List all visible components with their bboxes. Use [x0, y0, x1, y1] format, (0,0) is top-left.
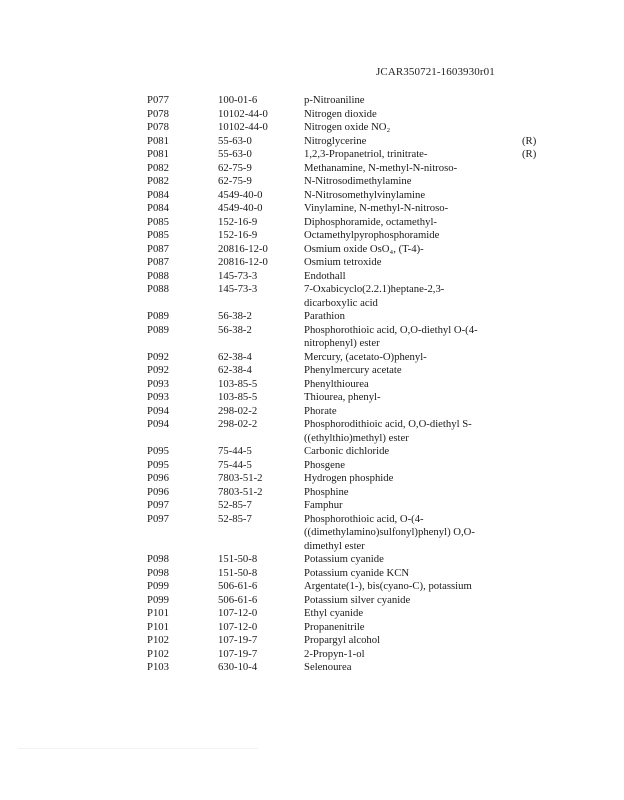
- waste-code: P102: [147, 634, 169, 646]
- waste-code: P078: [147, 107, 169, 120]
- chemical-name: Ethyl cyanide: [304, 607, 364, 619]
- chemical-name: 7-Oxabicyclo(2.2.1)heptane-2,3- dicarboxylic acid: [304, 283, 445, 309]
- cas-number: 298-02-2: [218, 418, 258, 430]
- cas-number: 10102-44-0: [218, 121, 268, 133]
- reactivity-flag: (R): [522, 134, 537, 147]
- document-id: JCAR350721-1603930r01: [376, 66, 495, 78]
- reactivity-flag: [522, 634, 542, 648]
- cas-number: 10102-44-0: [218, 107, 268, 120]
- cas-number: 145-73-3: [218, 283, 258, 295]
- reactivity-flag: [522, 553, 542, 567]
- waste-code: P096: [147, 472, 169, 484]
- table-row: [147, 634, 542, 648]
- reactivity-flag: [522, 162, 542, 176]
- cas-number: 20816-12-0: [218, 256, 268, 268]
- reactivity-flag: [522, 270, 542, 284]
- reactivity-flag: [522, 513, 542, 554]
- chemical-name: Octamethylpyrophosphoramide: [304, 229, 440, 241]
- waste-code: P082: [147, 175, 169, 187]
- table-row: [147, 175, 542, 189]
- waste-code: P077: [147, 94, 169, 106]
- table-row: [147, 162, 542, 176]
- waste-code: P084: [147, 202, 169, 214]
- cas-number: 630-10-4: [218, 661, 258, 673]
- waste-code: P099: [147, 593, 169, 606]
- reactivity-flag: [522, 405, 542, 419]
- table-row: [147, 418, 542, 445]
- waste-code: P084: [147, 188, 169, 201]
- cas-number: 107-19-7: [218, 634, 258, 646]
- waste-code: P087: [147, 256, 169, 268]
- chemical-name: Hydrogen phosphide: [304, 472, 394, 484]
- cas-number: 55-63-0: [218, 148, 252, 160]
- cas-number: 75-44-5: [218, 458, 252, 471]
- table-row: [147, 108, 542, 122]
- waste-code: P088: [147, 269, 169, 282]
- waste-code: P095: [147, 445, 169, 457]
- table-row: [147, 364, 542, 378]
- table-row: [147, 513, 542, 554]
- waste-code: P102: [147, 647, 169, 660]
- chemical-name: 1,2,3-Propanetriol, trinitrate-: [304, 148, 428, 160]
- table-row: [147, 148, 542, 162]
- chemical-name: Phosphorothioic acid, O,O-diethyl O-(4- nitrophenyl) ester: [304, 323, 478, 349]
- cas-number: 506-61-6: [218, 580, 258, 592]
- reactivity-flag: (R): [522, 148, 537, 160]
- waste-code: P093: [147, 377, 169, 390]
- chemical-name: Propargyl alcohol: [304, 634, 381, 646]
- table-row: [147, 445, 542, 459]
- table-row: [147, 648, 542, 662]
- waste-code: P088: [147, 283, 169, 295]
- chemical-name: Phosphorodithioic acid, O,O-diethyl S- ((ethylthio)methyl) ester: [304, 418, 472, 444]
- chemical-name: Potassium silver cyanide: [304, 593, 411, 606]
- reactivity-flag: [522, 378, 542, 392]
- chemical-name: Phenylthiourea: [304, 377, 369, 390]
- cas-number: 103-85-5: [218, 391, 258, 403]
- cas-number: 62-38-4: [218, 364, 252, 376]
- waste-code: P089: [147, 310, 169, 322]
- table-row: [147, 567, 542, 581]
- waste-code: P085: [147, 229, 169, 241]
- table-row: [147, 594, 542, 608]
- table-body: [147, 94, 542, 675]
- chemical-name: Nitrogen dioxide: [304, 107, 377, 120]
- scan-artifact-line: [18, 748, 258, 749]
- reactivity-flag: [522, 621, 542, 635]
- cas-number: 151-50-8: [218, 566, 258, 579]
- cas-number: 107-12-0: [218, 607, 258, 619]
- table-row: [147, 472, 542, 486]
- waste-code: P103: [147, 661, 169, 673]
- cas-number: 298-02-2: [218, 404, 258, 417]
- reactivity-flag: [522, 202, 542, 216]
- cas-number: 52-85-7: [218, 499, 252, 511]
- cas-number: 7803-51-2: [218, 485, 263, 498]
- waste-code: P098: [147, 553, 169, 565]
- reactivity-flag: [522, 486, 542, 500]
- table-row: [147, 459, 542, 473]
- chemical-name: Parathion: [304, 310, 345, 322]
- table-row: [147, 580, 542, 594]
- reactivity-flag: [522, 661, 542, 675]
- cas-number: 103-85-5: [218, 377, 258, 390]
- reactivity-flag: [522, 607, 542, 621]
- table-row: [147, 310, 542, 324]
- table-row: [147, 486, 542, 500]
- chemical-name: Phosphine: [304, 485, 349, 498]
- table-row: [147, 256, 542, 270]
- waste-code: P101: [147, 607, 169, 619]
- waste-code: P081: [147, 148, 169, 160]
- reactivity-flag: [522, 445, 542, 459]
- waste-code: P092: [147, 350, 169, 363]
- reactivity-flag: [522, 418, 542, 445]
- chemical-name: Methanamine, N-methyl-N-nitroso-: [304, 161, 458, 174]
- waste-code: P081: [147, 134, 169, 147]
- reactivity-flag: [522, 648, 542, 662]
- table-row: [147, 553, 542, 567]
- reactivity-flag: [522, 310, 542, 324]
- waste-code: P082: [147, 161, 169, 174]
- chemical-name: Potassium cyanide: [304, 553, 384, 565]
- cas-number: 20816-12-0: [218, 242, 268, 255]
- waste-code: P087: [147, 242, 169, 255]
- chemical-name: Vinylamine, N-methyl-N-nitroso-: [304, 202, 449, 214]
- chemical-name: Propanenitrile: [304, 620, 365, 633]
- cas-number: 145-73-3: [218, 269, 258, 282]
- cas-number: 62-75-9: [218, 175, 252, 187]
- reactivity-flag: [522, 472, 542, 486]
- table-row: [147, 135, 542, 149]
- reactivity-flag: [522, 499, 542, 513]
- chemical-name: Argentate(1-), bis(cyano-C), potassium: [304, 580, 472, 592]
- table-row: [147, 607, 542, 621]
- table-row: [147, 189, 542, 203]
- waste-code: P101: [147, 620, 169, 633]
- cas-number: 151-50-8: [218, 553, 258, 565]
- reactivity-flag: [522, 351, 542, 365]
- chemical-name: Osmium tetroxide: [304, 256, 382, 268]
- chemical-name: Selenourea: [304, 661, 352, 673]
- chemical-name: 2-Propyn-1-ol: [304, 647, 365, 660]
- table-row: [147, 243, 542, 257]
- cas-number: 152-16-9: [218, 229, 258, 241]
- reactivity-flag: [522, 121, 542, 135]
- table-row: [147, 405, 542, 419]
- waste-code: P096: [147, 485, 169, 498]
- chemical-name: Osmium oxide OsO₄, (T-4)-: [304, 242, 424, 255]
- waste-code: P094: [147, 418, 169, 430]
- waste-code: P097: [147, 512, 169, 525]
- reactivity-flag: [522, 324, 542, 351]
- cas-number: 4549-40-0: [218, 188, 263, 201]
- waste-code: P095: [147, 458, 169, 471]
- reactivity-flag: [522, 216, 542, 230]
- table-row: [147, 216, 542, 230]
- cas-number: 55-63-0: [218, 134, 252, 147]
- chemical-name: Phenylmercury acetate: [304, 364, 402, 376]
- waste-code: P094: [147, 404, 169, 417]
- table-row: [147, 324, 542, 351]
- reactivity-flag: [522, 580, 542, 594]
- cas-number: 100-01-6: [218, 94, 258, 106]
- chemical-name: N-Nitrosodimethylamine: [304, 175, 412, 187]
- table-row: [147, 270, 542, 284]
- waste-code: P097: [147, 499, 169, 511]
- cas-number: 62-38-4: [218, 350, 252, 363]
- reactivity-flag: [522, 364, 542, 378]
- reactivity-flag: [522, 567, 542, 581]
- reactivity-flag: [522, 94, 542, 108]
- chemical-name: Carbonic dichloride: [304, 445, 390, 457]
- chemical-name: Phosphorothioic acid, O-(4- ((dimethylamino)sulfonyl)phenyl) O,O- dimethyl ester: [304, 512, 475, 552]
- cas-number: 56-38-2: [218, 310, 252, 322]
- table-row: [147, 621, 542, 635]
- cas-number: 52-85-7: [218, 512, 252, 525]
- table-row: [147, 229, 542, 243]
- waste-code: P099: [147, 580, 169, 592]
- waste-code: P092: [147, 364, 169, 376]
- chemical-name: Phosgene: [304, 458, 345, 471]
- cas-number: 7803-51-2: [218, 472, 263, 484]
- reactivity-flag: [522, 189, 542, 203]
- reactivity-flag: [522, 175, 542, 189]
- table-row: [147, 661, 542, 675]
- cas-number: 4549-40-0: [218, 202, 263, 214]
- chemical-name: Nitrogen oxide NO₂: [304, 121, 391, 133]
- chemical-name: Famphur: [304, 499, 343, 511]
- table-row: [147, 202, 542, 216]
- hazardous-waste-table: [147, 94, 542, 675]
- chemical-name: p-Nitroaniline: [304, 94, 365, 106]
- table-row: [147, 499, 542, 513]
- waste-code: P093: [147, 391, 169, 403]
- chemical-name: Endothall: [304, 269, 346, 282]
- reactivity-flag: [522, 283, 542, 310]
- chemical-name: Mercury, (acetato-O)phenyl-: [304, 350, 427, 363]
- waste-code: P089: [147, 323, 169, 336]
- chemical-name: Phorate: [304, 404, 337, 417]
- chemical-name: Nitroglycerine: [304, 134, 367, 147]
- table-row: [147, 378, 542, 392]
- cas-number: 75-44-5: [218, 445, 252, 457]
- chemical-name: Diphosphoramide, octamethyl-: [304, 215, 437, 228]
- waste-code: P098: [147, 566, 169, 579]
- reactivity-flag: [522, 243, 542, 257]
- cas-number: 62-75-9: [218, 161, 252, 174]
- chemical-name: Potassium cyanide KCN: [304, 566, 410, 579]
- reactivity-flag: [522, 108, 542, 122]
- cas-number: 152-16-9: [218, 215, 258, 228]
- waste-code: P078: [147, 121, 169, 133]
- waste-code: P085: [147, 215, 169, 228]
- cas-number: 506-61-6: [218, 593, 258, 606]
- reactivity-flag: [522, 459, 542, 473]
- cas-number: 56-38-2: [218, 323, 252, 336]
- reactivity-flag: [522, 229, 542, 243]
- chemical-name: Thiourea, phenyl-: [304, 391, 381, 403]
- table-row: [147, 283, 542, 310]
- table-row: [147, 351, 542, 365]
- reactivity-flag: [522, 391, 542, 405]
- cas-number: 107-19-7: [218, 647, 258, 660]
- chemical-name: N-Nitrosomethylvinylamine: [304, 188, 426, 201]
- reactivity-flag: [522, 256, 542, 270]
- table-row: [147, 94, 542, 108]
- table-row: [147, 121, 542, 135]
- reactivity-flag: [522, 594, 542, 608]
- cas-number: 107-12-0: [218, 620, 258, 633]
- table-row: [147, 391, 542, 405]
